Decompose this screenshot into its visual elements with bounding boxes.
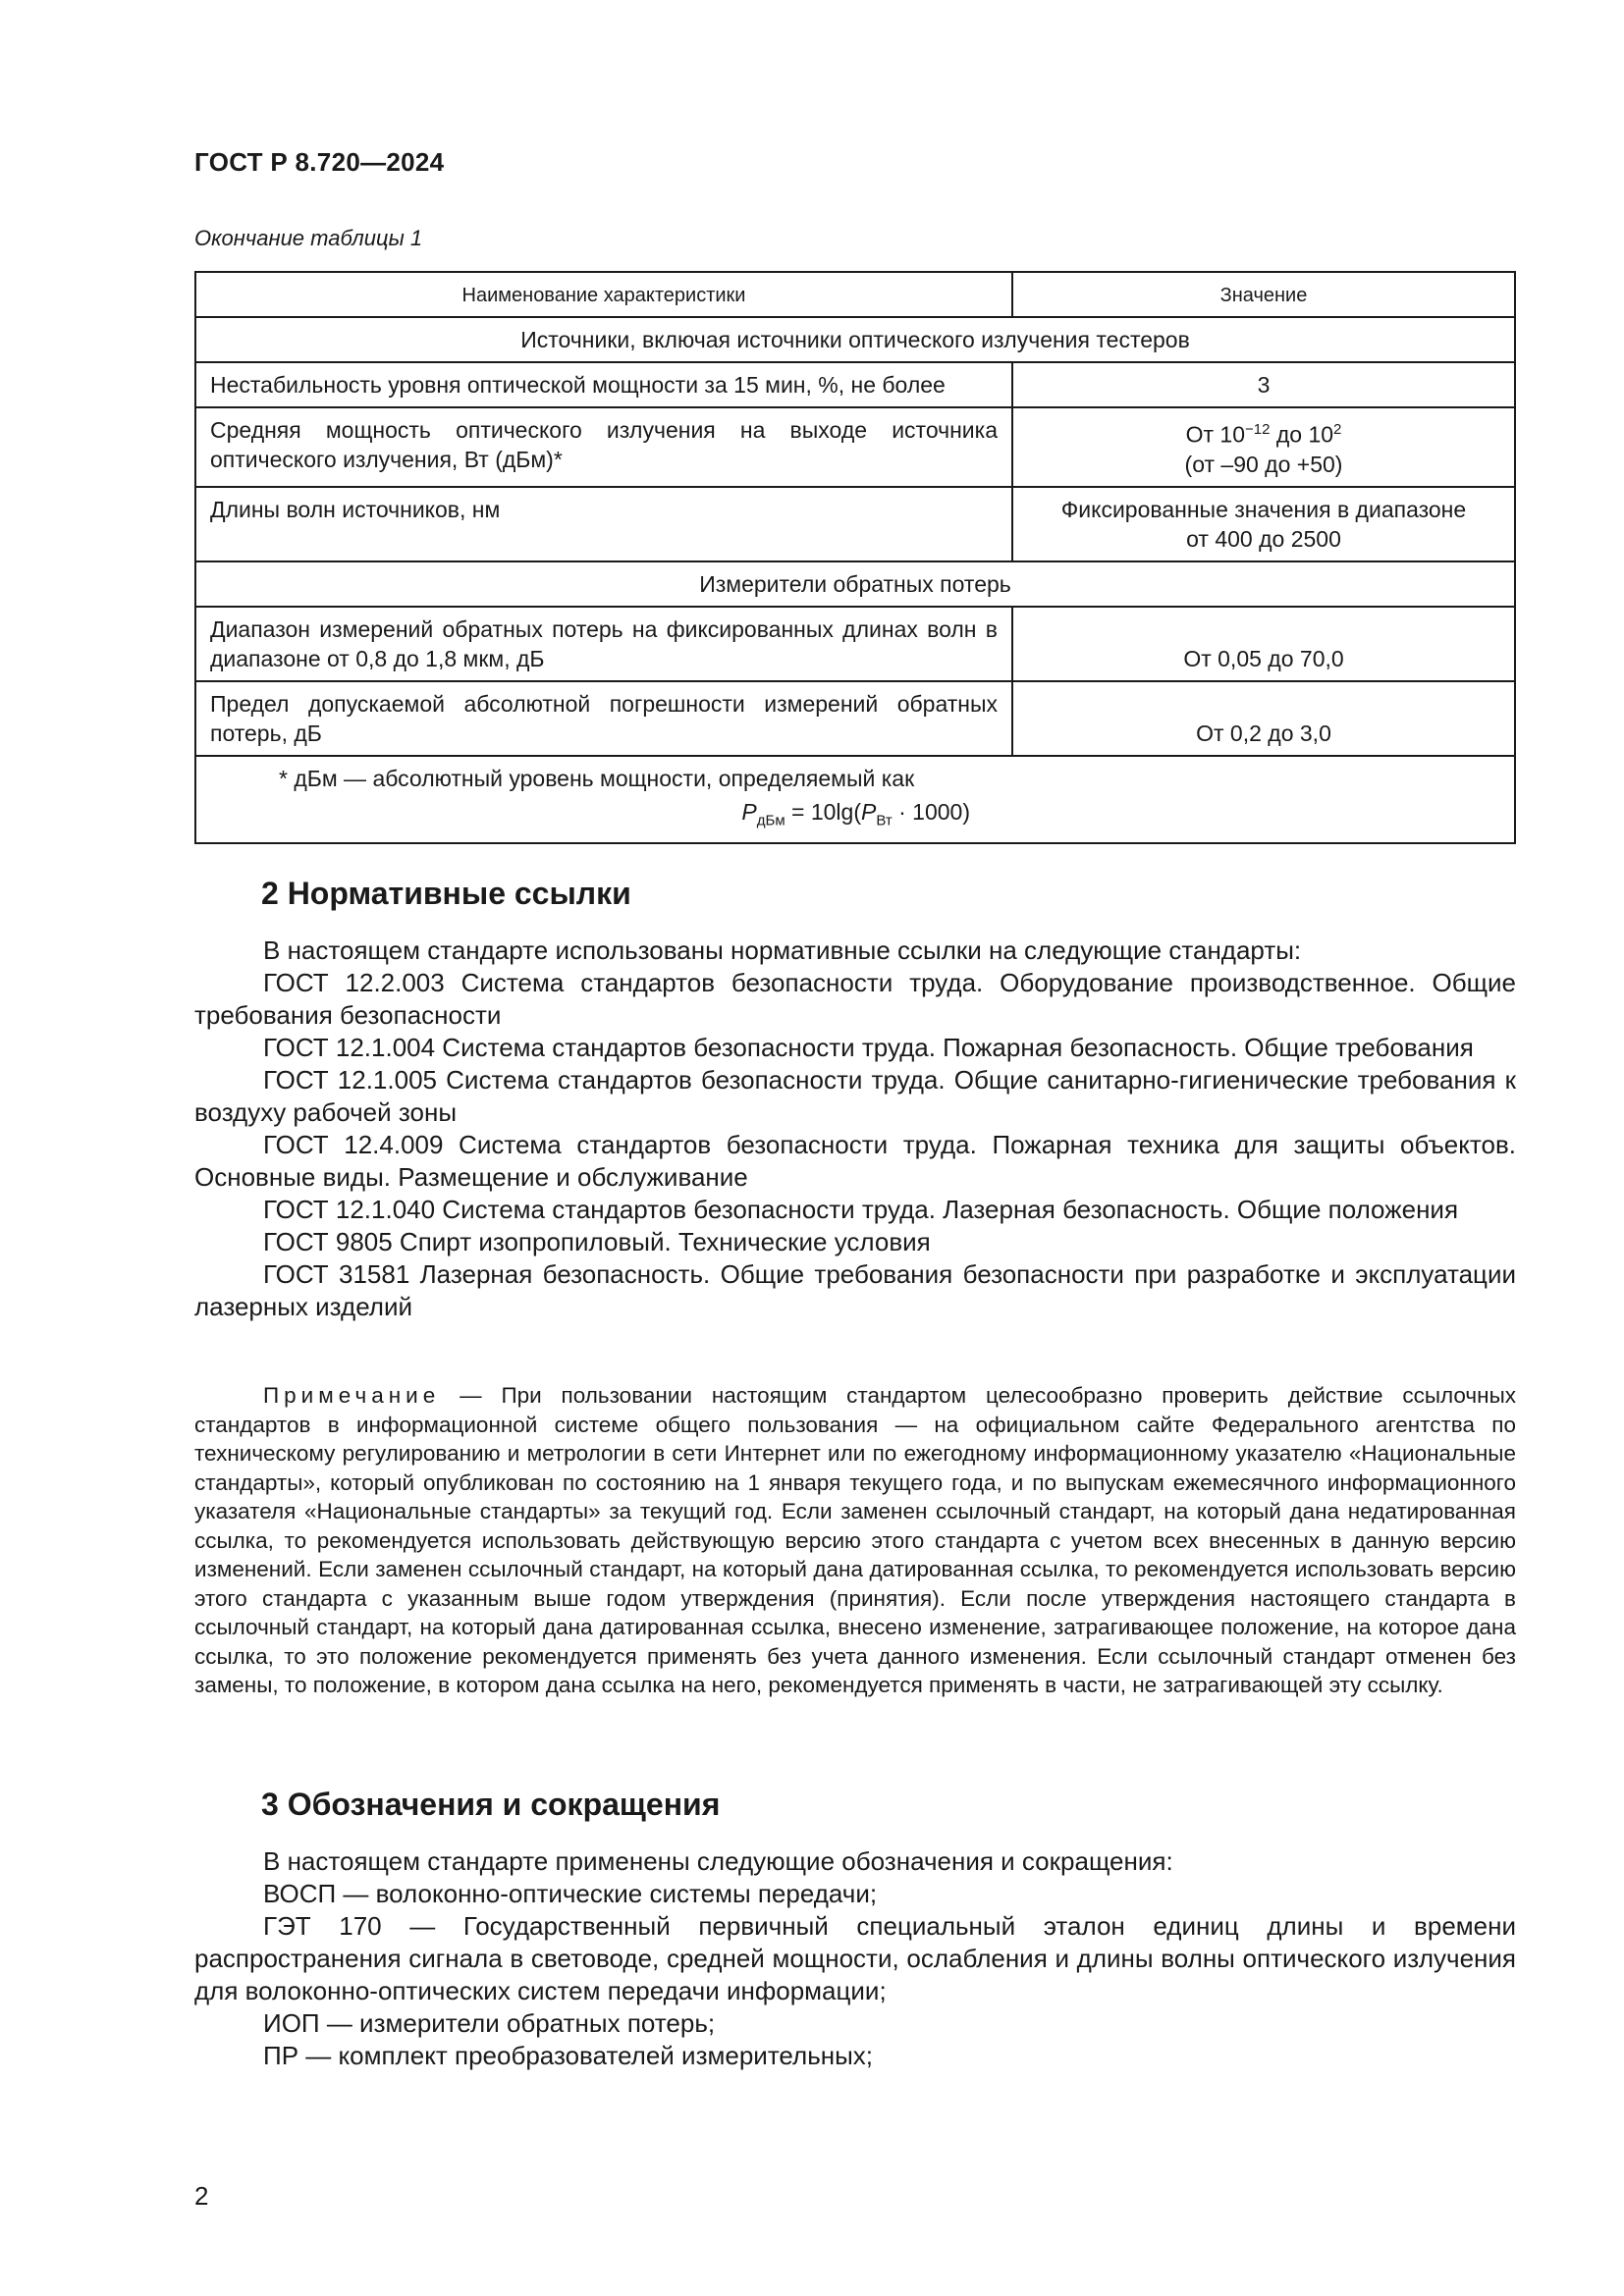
table-row xyxy=(195,607,1515,681)
table-footnote-row xyxy=(195,756,1515,844)
formula-symbol: P xyxy=(861,798,877,825)
page-number: 2 xyxy=(194,2181,209,2211)
row-name-cell: Нестабильность уровня оптической мощности за 15 мин, %, не более xyxy=(195,362,1012,407)
row-value-cell: 3 xyxy=(1012,362,1515,407)
footnote-formula xyxy=(210,797,1500,836)
reference-item: ГОСТ 31581 Лазерная безопасность. Общие требования безопасности при разработке и эксплуатации лазерных изделий xyxy=(194,1259,1516,1321)
document-code: ГОСТ Р 8.720—2024 xyxy=(194,147,445,177)
row-name-cell: Средняя мощность оптического излучения на выходе источника оптического излучения, Вт (дБм)* xyxy=(195,407,1012,487)
row-name-cell: Диапазон измерений обратных потерь на фиксированных длинах волн в диапазоне от 0,8 до 1,8 мкм, дБ xyxy=(195,607,1012,681)
abbreviation-item: ГЭТ 170 — Государственный первичный специальный эталон единиц длины и времени распространения сигнала в световоде, средней мощности, ослабления и длины волны оптического излучения для волоконно-оптических систем передачи информации; xyxy=(194,1911,1516,2005)
row-name-cell: Длины волн источников, нм xyxy=(195,487,1012,561)
table-row xyxy=(195,407,1515,487)
formula-text: = 10lg( xyxy=(785,798,861,825)
value-text: от 400 до 2500 xyxy=(1186,525,1341,552)
row-value-cell xyxy=(1012,487,1515,561)
formula-subscript: Вт xyxy=(876,812,893,829)
value-exponent: 2 xyxy=(1333,421,1342,438)
abbreviation-item: ВОСП — волоконно-оптические системы передачи; xyxy=(263,1879,878,1908)
value-exponent: −12 xyxy=(1245,421,1271,438)
column-header-name: Наименование характеристики xyxy=(195,272,1012,317)
formula-subscript: дБм xyxy=(756,812,785,829)
value-text: Фиксированные значения в диапазоне xyxy=(1060,496,1467,522)
abbreviation-item: ИОП — измерители обратных потерь; xyxy=(263,2008,716,2038)
table-header-row xyxy=(195,272,1515,317)
reference-item: ГОСТ 12.2.003 Система стандартов безопасности труда. Оборудование производственное. Общие требования безопасности xyxy=(194,968,1516,1030)
reference-item: ГОСТ 12.1.005 Система стандартов безопасности труда. Общие санитарно-гигиенические требования к воздуху рабочей зоны xyxy=(194,1065,1516,1127)
table-footnote xyxy=(195,756,1515,844)
reference-item: ГОСТ 9805 Спирт изопропиловый. Технические условия xyxy=(263,1227,931,1256)
footnote-text: * дБм — абсолютный уровень мощности, определяемый как xyxy=(279,765,915,791)
formula-symbol: P xyxy=(741,798,757,825)
row-value-cell xyxy=(1012,407,1515,487)
section-sources-title: Источники, включая источники оптического излучения тестеров xyxy=(195,317,1515,362)
table-section-row xyxy=(195,317,1515,362)
row-name-cell: Предел допускаемой абсолютной погрешности измерений обратных потерь, дБ xyxy=(195,681,1012,756)
section-2-body xyxy=(194,934,1516,1323)
paragraph: В настоящем стандарте применены следующие обозначения и сокращения: xyxy=(263,1846,1173,1876)
row-value-cell: От 0,2 до 3,0 xyxy=(1012,681,1515,756)
section-2-note xyxy=(194,1381,1516,1700)
section-3-title: 3 Обозначения и сокращения xyxy=(261,1787,721,1822)
note-label: Примечание xyxy=(263,1383,441,1408)
table-section-row xyxy=(195,561,1515,607)
table-row xyxy=(195,681,1515,756)
section-2-title: 2 Нормативные ссылки xyxy=(261,876,631,911)
abbreviation-item: ПР — комплект преобразователей измерительных; xyxy=(263,2041,874,2070)
note-text: — При пользовании настоящим стандартом целесообразно проверить действие ссылочных стандартов в информационной системе общего пользования — на официальном сайте Федерального агентства по техническому регулированию и метрологии в сети Интернет или по ежегодному информационному указателю «Национальные стандарты», который опубликован по состоянию на 1 января текущего года, и по выпускам ежемесячного информационного указателя «Национальные стандарты» за текущий год. Если заменен ссылочный стандарт, на который дана недатированная ссылка, то рекомендуется использовать действующую версию этого стандарта с учетом всех внесенных в данную версию изменений. Если заменен ссылочный стандарт, на который дана датированная ссылка, то рекомендуется использовать версию этого стандарта с указанным выше годом утверждения (принятия). Если после утверждения настоящего стандарта в ссылочный стандарт, на который дана датированная ссылка, внесено изменение, затрагивающее положение, на которое дана ссылка, то это положение рекомендуется применять без учета данного изменения. Если ссылочный стандарт отменен без замены, то положение, в котором дана ссылка на него, рекомендуется применять в части, не затрагивающей эту ссылку. xyxy=(194,1383,1516,1697)
reference-item: ГОСТ 12.4.009 Система стандартов безопасности труда. Пожарная техника для защиты объектов. Основные виды. Размещение и обслуживание xyxy=(194,1130,1516,1192)
section-reflectometers-title: Измерители обратных потерь xyxy=(195,561,1515,607)
characteristics-table xyxy=(194,271,1516,844)
table-row xyxy=(195,362,1515,407)
value-text: (от –90 до +50) xyxy=(1184,451,1343,477)
value-text: От 10 xyxy=(1185,421,1246,448)
column-header-value: Значение xyxy=(1012,272,1515,317)
note-paragraph xyxy=(194,1381,1516,1700)
reference-item: ГОСТ 12.1.040 Система стандартов безопасности труда. Лазерная безопасность. Общие положения xyxy=(263,1195,1459,1224)
formula-text: · 1000) xyxy=(892,798,970,825)
value-text: до 10 xyxy=(1270,421,1334,448)
section-3-body xyxy=(194,1845,1516,2072)
paragraph: В настоящем стандарте использованы нормативные ссылки на следующие стандарты: xyxy=(263,935,1302,965)
reference-item: ГОСТ 12.1.004 Система стандартов безопасности труда. Пожарная безопасность. Общие требования xyxy=(263,1033,1474,1062)
row-value-cell: От 0,05 до 70,0 xyxy=(1012,607,1515,681)
table-row xyxy=(195,487,1515,561)
table-caption: Окончание таблицы 1 xyxy=(194,226,423,250)
